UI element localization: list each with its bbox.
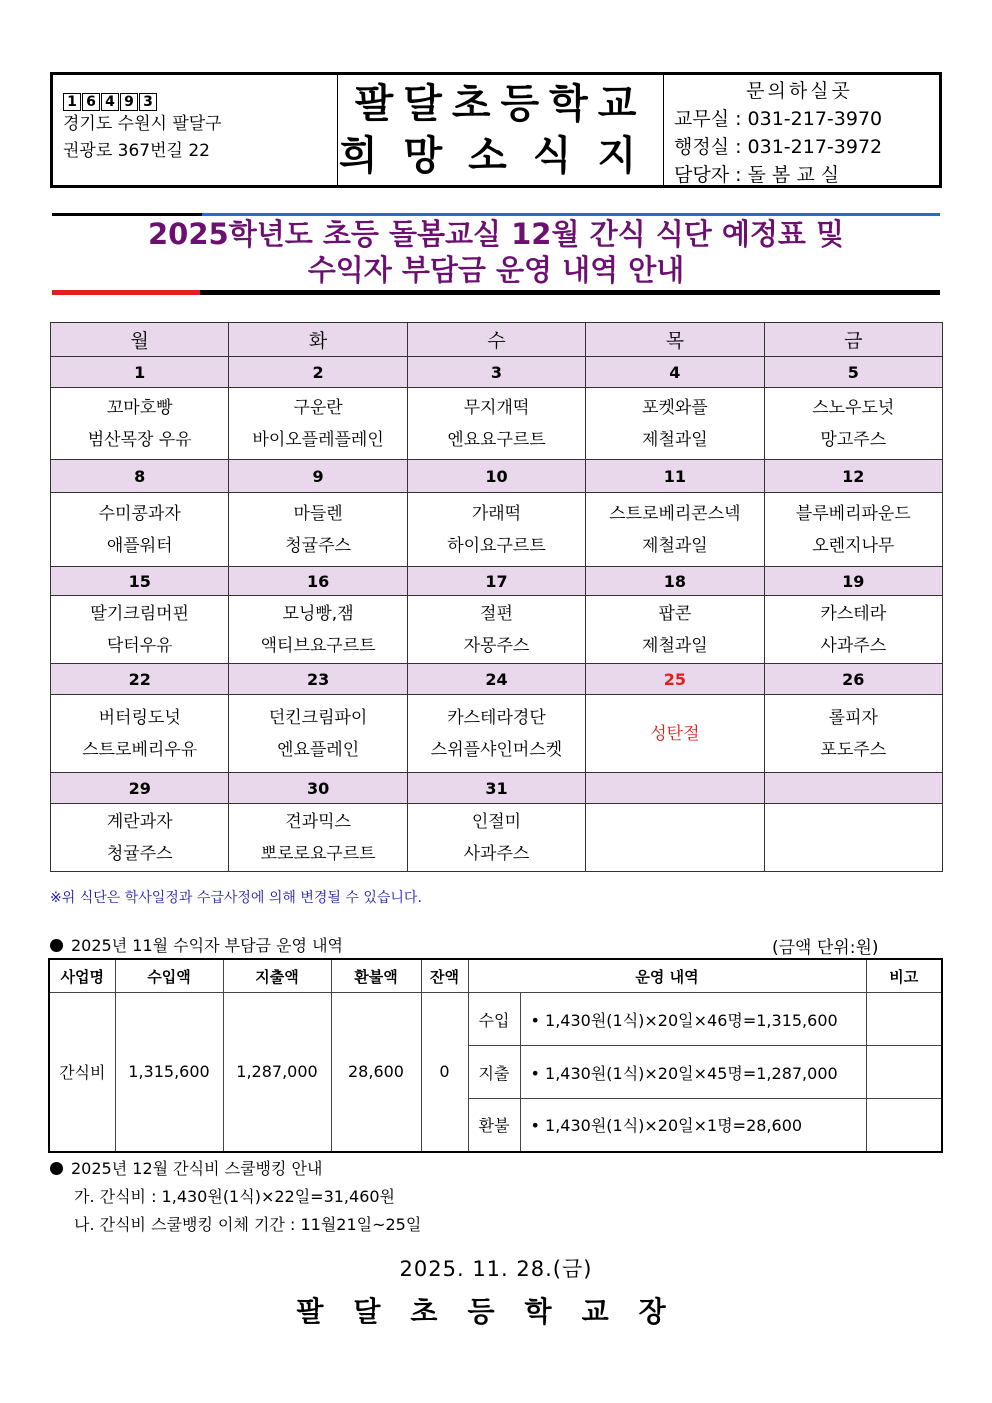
snack-item: 딸기크림머핀 bbox=[90, 603, 189, 624]
finance-section-title-text: 2025년 11월 수익자 부담금 운영 내역 bbox=[71, 936, 343, 955]
date-cell: 3 bbox=[407, 357, 585, 388]
zip-digit: 1 bbox=[63, 93, 81, 111]
snack-item: 팝콘 bbox=[658, 603, 692, 624]
banking-notice bbox=[50, 1155, 421, 1239]
menu-cell bbox=[407, 388, 585, 460]
drink-item: 스트로베리우유 bbox=[82, 739, 198, 760]
menu-cell bbox=[229, 493, 407, 567]
snack-item: 포켓와플 bbox=[642, 397, 708, 418]
drink-item: 사과주스 bbox=[463, 843, 530, 864]
remarks-cell bbox=[866, 993, 942, 1046]
address-line-1: 경기도 수원시 팔달구 bbox=[63, 114, 222, 134]
drink-item: 바이오플레플레인 bbox=[252, 429, 384, 450]
snack-item: 인절미 bbox=[471, 811, 522, 832]
snack-item: 무지개떡 bbox=[463, 397, 530, 418]
menu-cell bbox=[229, 804, 407, 872]
menu-cell bbox=[229, 596, 407, 664]
snack-item: 스노우도넛 bbox=[812, 397, 895, 418]
menu-row bbox=[51, 388, 943, 460]
balance-amount: 0 bbox=[421, 993, 468, 1152]
snack-item: 절편 bbox=[480, 603, 513, 624]
detail-label: 환불 bbox=[468, 1099, 520, 1152]
date-cell: 18 bbox=[586, 567, 764, 596]
finance-header-row bbox=[49, 959, 942, 993]
menu-cell bbox=[229, 695, 407, 773]
snack-item: 모닝빵,잼 bbox=[282, 603, 354, 624]
weekday-cell: 수 bbox=[407, 323, 585, 357]
weekday-header-row bbox=[51, 323, 943, 357]
income-amount: 1,315,600 bbox=[115, 993, 223, 1152]
contact-title: 문의하실곳 bbox=[746, 80, 853, 102]
drink-item: 엔요요구르트 bbox=[447, 429, 546, 450]
weekday-cell: 목 bbox=[586, 323, 764, 357]
header-cell: 수입액 bbox=[115, 959, 223, 993]
menu-cell bbox=[229, 388, 407, 460]
menu-cell bbox=[586, 596, 764, 664]
finance-table bbox=[48, 958, 943, 1153]
date-cell: 16 bbox=[229, 567, 407, 596]
date-cell: 15 bbox=[51, 567, 229, 596]
snack-item: 계란과자 bbox=[106, 811, 173, 832]
drink-item: 포도주스 bbox=[820, 739, 887, 760]
date-cell: 4 bbox=[586, 357, 764, 388]
newsletter-name: 희망소식지 bbox=[338, 133, 663, 179]
snack-item: 견과믹스 bbox=[285, 811, 351, 832]
expense-amount: 1,287,000 bbox=[223, 993, 331, 1152]
school-title-block bbox=[338, 75, 664, 185]
date-cell: 12 bbox=[764, 460, 942, 493]
title-divider-bottom bbox=[200, 290, 940, 295]
finance-row bbox=[49, 993, 942, 1046]
drink-item: 망고주스 bbox=[820, 429, 887, 450]
header-cell: 비고 bbox=[866, 959, 942, 993]
date-cell: 8 bbox=[51, 460, 229, 493]
bullet-icon bbox=[50, 939, 63, 952]
menu-cell bbox=[764, 695, 942, 773]
menu-cell bbox=[51, 695, 229, 773]
date-cell: 1 bbox=[51, 357, 229, 388]
menu-row bbox=[51, 695, 943, 773]
date-cell: 10 bbox=[407, 460, 585, 493]
weekday-cell: 화 bbox=[229, 323, 407, 357]
header-cell: 환불액 bbox=[331, 959, 421, 993]
drink-item: 닥터우유 bbox=[106, 635, 173, 656]
drink-item: 제철과일 bbox=[642, 429, 708, 450]
menu-cell bbox=[51, 596, 229, 664]
drink-item: 제철과일 bbox=[642, 535, 708, 556]
business-name: 간식비 bbox=[49, 993, 115, 1152]
menu-row bbox=[51, 493, 943, 567]
date-row bbox=[51, 773, 943, 804]
drink-item: 사과주스 bbox=[820, 635, 887, 656]
drink-item: 뽀로로요구르트 bbox=[260, 843, 376, 864]
zip-digit: 3 bbox=[139, 93, 157, 111]
date-cell bbox=[764, 773, 942, 804]
snack-item: 수미콩과자 bbox=[98, 503, 181, 524]
snack-item: 블루베리파운드 bbox=[795, 503, 911, 524]
contact-block bbox=[664, 75, 939, 185]
finance-section-title bbox=[50, 933, 343, 956]
drink-item: 청귤주스 bbox=[285, 535, 351, 556]
menu-cell bbox=[586, 695, 764, 773]
menu-cell bbox=[764, 596, 942, 664]
menu-cell bbox=[764, 804, 942, 872]
detail-text: • 1,430원(1식)×20일×1명=28,600 bbox=[520, 1099, 866, 1152]
date-cell: 19 bbox=[764, 567, 942, 596]
date-cell bbox=[586, 773, 764, 804]
date-cell: 11 bbox=[586, 460, 764, 493]
date-cell: 25 bbox=[586, 664, 764, 695]
amount-unit: (금액 단위:원) bbox=[772, 938, 879, 958]
detail-label: 지출 bbox=[468, 1046, 520, 1099]
issue-date: 2025. 11. 28.(금) bbox=[399, 1257, 593, 1281]
weekday-cell: 월 bbox=[51, 323, 229, 357]
date-cell: 2 bbox=[229, 357, 407, 388]
banking-title-text: 2025년 12월 간식비 스쿨뱅킹 안내 bbox=[71, 1159, 323, 1178]
snack-item: 마들렌 bbox=[293, 503, 343, 524]
date-cell: 24 bbox=[407, 664, 585, 695]
drink-item: 청귤주스 bbox=[106, 843, 173, 864]
date-cell: 9 bbox=[229, 460, 407, 493]
date-cell: 23 bbox=[229, 664, 407, 695]
page-title bbox=[52, 216, 940, 288]
zip-digit: 6 bbox=[82, 93, 100, 111]
drink-item: 오렌지나무 bbox=[812, 535, 895, 556]
banking-title bbox=[50, 1155, 421, 1183]
menu-cell bbox=[407, 493, 585, 567]
date-row bbox=[51, 664, 943, 695]
zip-code bbox=[63, 93, 337, 111]
refund-amount: 28,600 bbox=[331, 993, 421, 1152]
detail-text: • 1,430원(1식)×20일×45명=1,287,000 bbox=[520, 1046, 866, 1099]
weekday-cell: 금 bbox=[764, 323, 942, 357]
drink-item: 엔요플레인 bbox=[277, 739, 360, 760]
newsletter-header bbox=[50, 72, 942, 188]
header-cell: 운영 내역 bbox=[468, 959, 866, 993]
snack-item: 구운란 bbox=[293, 397, 343, 418]
snack-item: 가래떡 bbox=[471, 503, 522, 524]
date-cell: 17 bbox=[407, 567, 585, 596]
contact-person: 담당자 : 돌 봄 교 실 bbox=[674, 164, 840, 186]
date-cell: 31 bbox=[407, 773, 585, 804]
menu-cell bbox=[51, 493, 229, 567]
detail-label: 수입 bbox=[468, 993, 520, 1046]
drink-item: 범산목장 우유 bbox=[87, 429, 192, 450]
zip-digit: 4 bbox=[101, 93, 119, 111]
date-cell: 26 bbox=[764, 664, 942, 695]
banking-item-2: 나. 간식비 스쿨뱅킹 이체 기간 : 11월21일~25일 bbox=[74, 1215, 422, 1234]
date-row bbox=[51, 567, 943, 596]
snack-item: 던킨크림파이 bbox=[268, 707, 368, 728]
menu-cell bbox=[586, 493, 764, 567]
remarks-cell bbox=[866, 1046, 942, 1099]
page-title-line-2: 수익자 부담금 운영 내역 안내 bbox=[307, 253, 685, 287]
snack-item: 카스테라 bbox=[820, 603, 887, 624]
date-row bbox=[51, 357, 943, 388]
menu-row bbox=[51, 804, 943, 872]
menu-change-note: ※위 식단은 학사일정과 수급사정에 의해 변경될 수 있습니다. bbox=[50, 890, 422, 906]
date-cell: 30 bbox=[229, 773, 407, 804]
principal-signature: 팔달초등학교장 bbox=[296, 1295, 696, 1328]
menu-cell bbox=[764, 493, 942, 567]
snack-item: 버터링도넛 bbox=[98, 707, 181, 728]
header-cell: 지출액 bbox=[223, 959, 331, 993]
banking-item-1: 가. 간식비 : 1,430원(1식)×22일=31,460원 bbox=[74, 1187, 396, 1206]
snack-item: 성탄절 bbox=[650, 723, 700, 744]
drink-item: 애플워터 bbox=[106, 535, 173, 556]
date-row bbox=[51, 460, 943, 493]
zip-digit: 9 bbox=[120, 93, 138, 111]
menu-cell bbox=[764, 388, 942, 460]
menu-row bbox=[51, 596, 943, 664]
drink-item: 자몽주스 bbox=[463, 635, 530, 656]
menu-cell bbox=[51, 804, 229, 872]
date-cell: 22 bbox=[51, 664, 229, 695]
menu-cell bbox=[51, 388, 229, 460]
drink-item: 제철과일 bbox=[642, 635, 708, 656]
snack-item: 꼬마호빵 bbox=[106, 397, 173, 418]
date-cell: 29 bbox=[51, 773, 229, 804]
address-line-2: 권광로 367번길 22 bbox=[63, 141, 210, 161]
bullet-icon bbox=[50, 1162, 63, 1175]
detail-text: • 1,430원(1식)×20일×46명=1,315,600 bbox=[520, 993, 866, 1046]
snack-item: 스트로베리콘스넥 bbox=[609, 503, 741, 524]
snack-menu-calendar bbox=[50, 322, 943, 872]
menu-cell bbox=[407, 804, 585, 872]
remarks-cell bbox=[866, 1099, 942, 1152]
menu-cell bbox=[407, 596, 585, 664]
drink-item: 액티브요구르트 bbox=[260, 635, 376, 656]
school-name: 팔달초등학교 bbox=[354, 81, 647, 127]
header-cell: 사업명 bbox=[49, 959, 115, 993]
title-divider-bottom-accent bbox=[52, 290, 200, 295]
header-cell: 잔액 bbox=[421, 959, 468, 993]
date-cell: 5 bbox=[764, 357, 942, 388]
drink-item: 하이요구르트 bbox=[447, 535, 546, 556]
address-block bbox=[53, 75, 338, 185]
snack-item: 카스테라경단 bbox=[447, 707, 546, 728]
page-title-line-1: 2025학년도 초등 돌봄교실 12월 간식 식단 예정표 및 bbox=[148, 217, 844, 251]
contact-admin: 행정실 : 031-217-3972 bbox=[674, 136, 883, 158]
snack-item: 롤피자 bbox=[828, 707, 878, 728]
contact-office: 교무실 : 031-217-3970 bbox=[674, 108, 883, 130]
menu-cell bbox=[586, 804, 764, 872]
menu-cell bbox=[407, 695, 585, 773]
drink-item: 스위플샤인머스켓 bbox=[430, 739, 563, 760]
menu-cell bbox=[586, 388, 764, 460]
